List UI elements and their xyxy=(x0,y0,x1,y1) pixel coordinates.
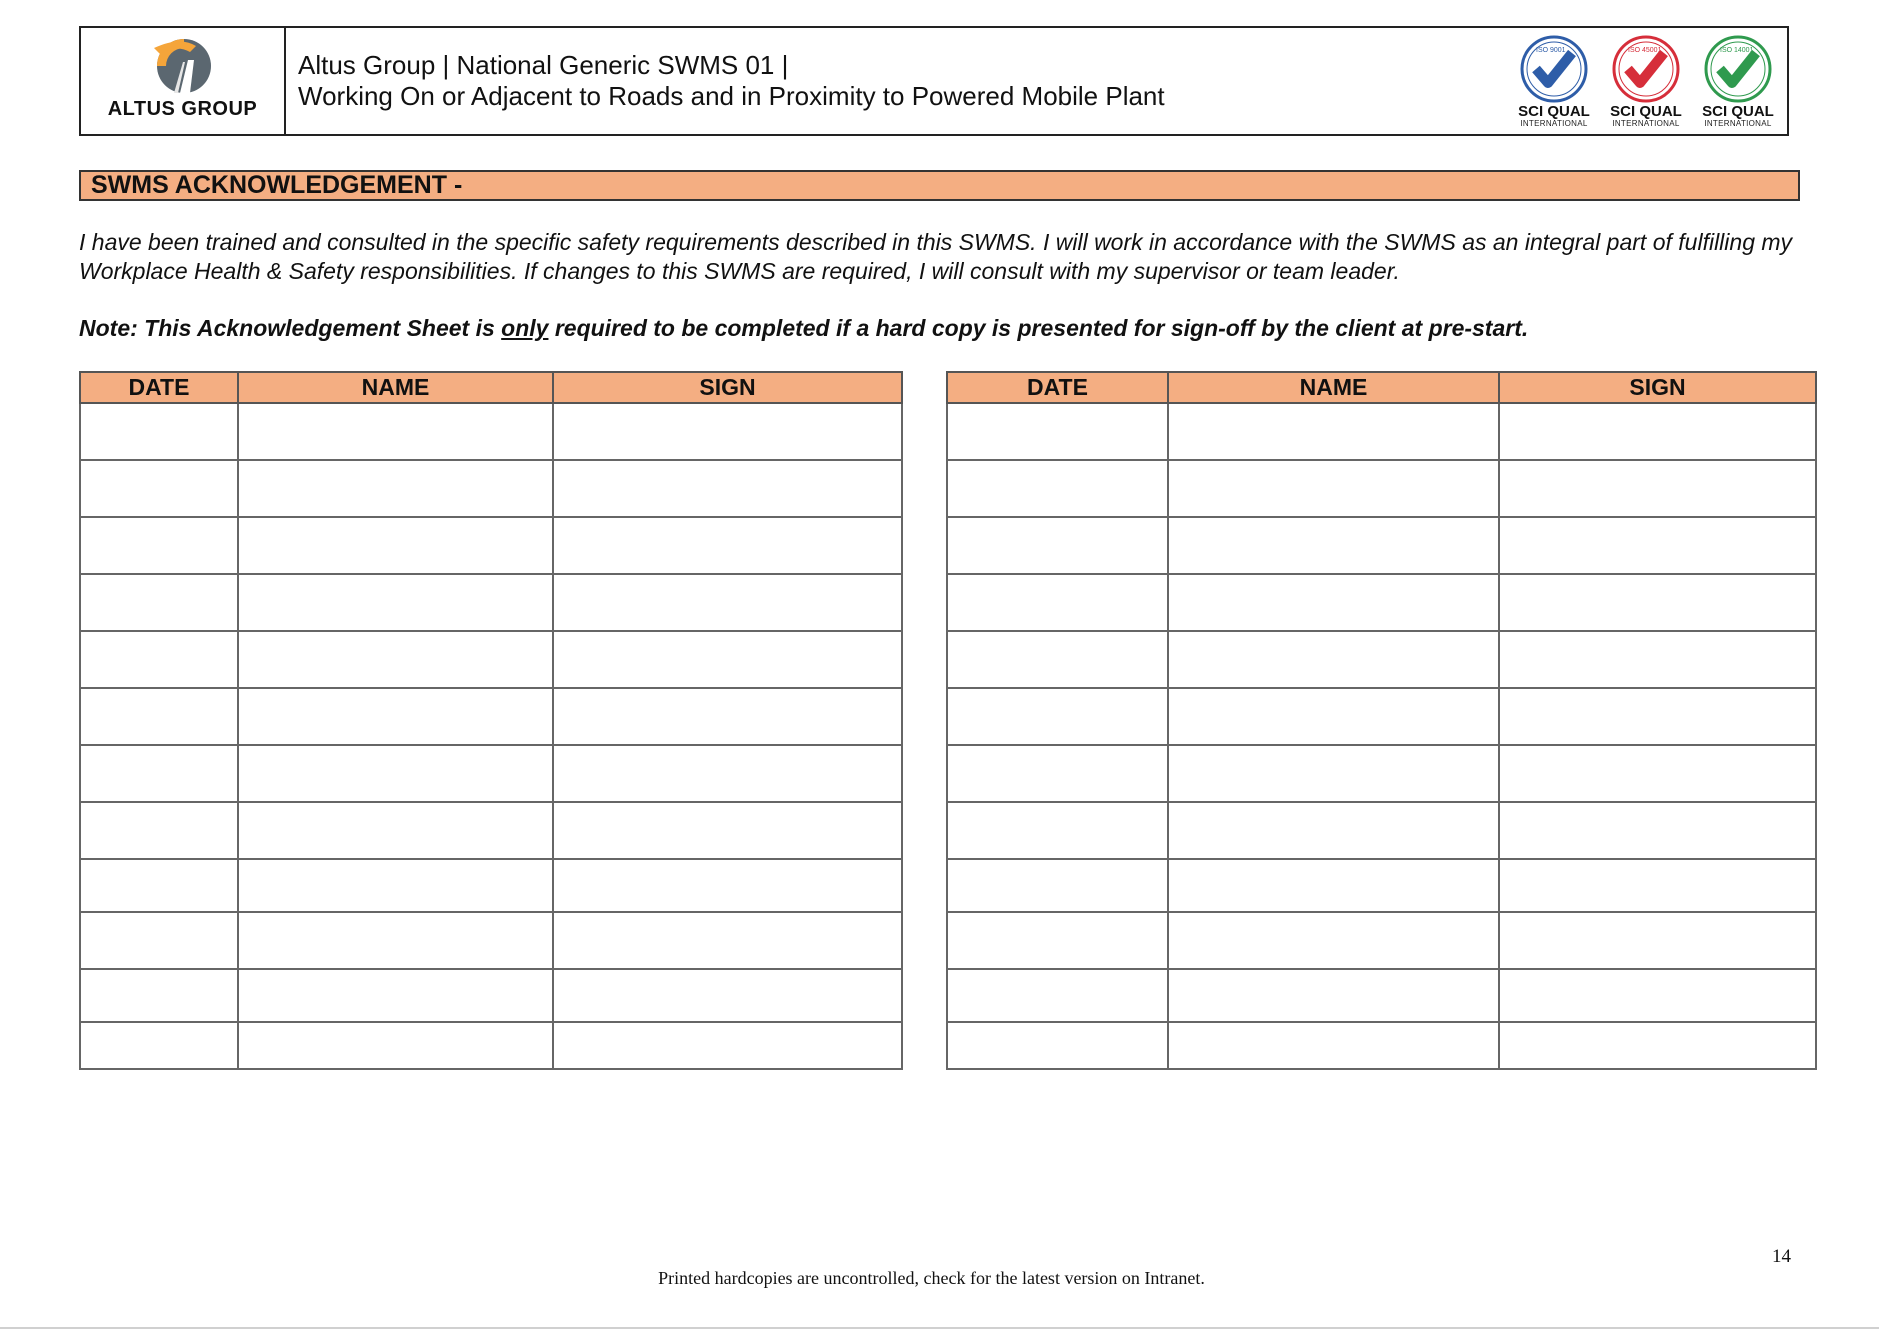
column-header-name: NAME xyxy=(1168,372,1499,403)
iso-14001-check-icon xyxy=(1696,35,1780,103)
name-cell[interactable] xyxy=(238,460,553,517)
sign-cell[interactable] xyxy=(553,745,902,802)
name-cell[interactable] xyxy=(1168,460,1499,517)
sign-cell[interactable] xyxy=(1499,912,1816,969)
table-body xyxy=(80,403,902,1069)
column-header-name: NAME xyxy=(238,372,553,403)
signature-row xyxy=(947,574,1816,631)
note-text xyxy=(79,314,1809,343)
signature-row xyxy=(947,460,1816,517)
svg-text:ISO 9001: ISO 9001 xyxy=(1536,46,1566,54)
note-before: Note: This Acknowledgement Sheet is xyxy=(79,315,502,341)
name-cell[interactable] xyxy=(238,574,553,631)
signature-row xyxy=(80,802,902,859)
name-cell[interactable] xyxy=(1168,517,1499,574)
signature-row xyxy=(80,912,902,969)
name-cell[interactable] xyxy=(1168,745,1499,802)
sign-cell[interactable] xyxy=(553,859,902,912)
sign-cell[interactable] xyxy=(1499,574,1816,631)
signature-row xyxy=(80,631,902,688)
acknowledgement-table-right xyxy=(946,371,1817,1070)
cert-sub: INTERNATIONAL xyxy=(1520,118,1588,128)
sign-cell[interactable] xyxy=(1499,517,1816,574)
date-cell[interactable] xyxy=(947,517,1168,574)
signature-row xyxy=(80,745,902,802)
date-cell[interactable] xyxy=(947,631,1168,688)
name-cell[interactable] xyxy=(238,802,553,859)
date-cell[interactable] xyxy=(947,460,1168,517)
date-cell[interactable] xyxy=(80,688,238,745)
date-cell[interactable] xyxy=(947,574,1168,631)
sign-cell[interactable] xyxy=(553,574,902,631)
sign-cell[interactable] xyxy=(1499,403,1816,460)
cert-badge-iso-9001 xyxy=(1511,35,1597,128)
signature-row xyxy=(947,1022,1816,1069)
date-cell[interactable] xyxy=(947,403,1168,460)
cert-badge-iso-45001 xyxy=(1603,35,1689,128)
signature-row xyxy=(80,517,902,574)
sign-cell[interactable] xyxy=(553,403,902,460)
date-cell[interactable] xyxy=(80,1022,238,1069)
sign-cell[interactable] xyxy=(1499,460,1816,517)
cert-badge-iso-14001 xyxy=(1695,35,1781,128)
signature-row xyxy=(80,460,902,517)
iso-9001-check-icon xyxy=(1512,35,1596,103)
sign-cell[interactable] xyxy=(1499,631,1816,688)
signature-row xyxy=(80,859,902,912)
sign-cell[interactable] xyxy=(553,631,902,688)
name-cell[interactable] xyxy=(1168,969,1499,1022)
sign-cell[interactable] xyxy=(1499,745,1816,802)
cert-sub: INTERNATIONAL xyxy=(1704,118,1772,128)
column-header-sign: SIGN xyxy=(1499,372,1816,403)
name-cell[interactable] xyxy=(1168,802,1499,859)
signature-row xyxy=(947,859,1816,912)
date-cell[interactable] xyxy=(80,912,238,969)
sign-cell[interactable] xyxy=(1499,802,1816,859)
table-header-row xyxy=(80,372,902,403)
name-cell[interactable] xyxy=(238,859,553,912)
name-cell[interactable] xyxy=(238,688,553,745)
name-cell[interactable] xyxy=(1168,631,1499,688)
title-line-2: Working On or Adjacent to Roads and in Proximity to Powered Mobile Plant xyxy=(298,81,1165,111)
signature-row xyxy=(947,403,1816,460)
column-header-sign: SIGN xyxy=(553,372,902,403)
date-cell[interactable] xyxy=(947,1022,1168,1069)
date-cell[interactable] xyxy=(80,631,238,688)
name-cell[interactable] xyxy=(1168,574,1499,631)
signature-row xyxy=(947,745,1816,802)
acknowledgement-statement: I have been trained and consulted in the specific safety requirements described in this SWMS. I will work in accordance with the SWMS as an integral part of fulfilling my Workplace Health & Safety responsibilities. If changes to this SWMS are required, I will consult with my supervisor or team leader. xyxy=(79,229,1793,284)
footer-disclaimer: Printed hardcopies are uncontrolled, check for the latest version on Intranet. xyxy=(658,1268,1205,1288)
title-line-1: Altus Group | National Generic SWMS 01 | xyxy=(298,50,789,80)
name-cell[interactable] xyxy=(1168,912,1499,969)
name-cell[interactable] xyxy=(1168,688,1499,745)
acknowledgement-table-left xyxy=(79,371,903,1070)
date-cell[interactable] xyxy=(947,688,1168,745)
sign-cell[interactable] xyxy=(553,969,902,1022)
page-number: 14 xyxy=(1772,1246,1791,1267)
name-cell[interactable] xyxy=(238,912,553,969)
note-emphasis: only xyxy=(501,315,549,341)
date-cell[interactable] xyxy=(80,745,238,802)
column-header-date: DATE xyxy=(80,372,238,403)
column-header-date: DATE xyxy=(947,372,1168,403)
name-cell[interactable] xyxy=(1168,1022,1499,1069)
altus-road-logo-icon xyxy=(150,38,216,96)
signature-row xyxy=(80,1022,902,1069)
sign-cell[interactable] xyxy=(1499,1022,1816,1069)
note-after: required to be completed if a hard copy is presented for sign-off by the client at pre-start. xyxy=(548,315,1529,341)
date-cell[interactable] xyxy=(80,517,238,574)
table-header-row xyxy=(947,372,1816,403)
sign-cell[interactable] xyxy=(553,1022,902,1069)
signature-row xyxy=(947,688,1816,745)
date-cell[interactable] xyxy=(80,574,238,631)
sign-cell[interactable] xyxy=(553,517,902,574)
iso-45001-check-icon xyxy=(1604,35,1688,103)
sign-cell[interactable] xyxy=(553,912,902,969)
name-cell[interactable] xyxy=(238,517,553,574)
altus-logo xyxy=(81,28,286,134)
signature-row xyxy=(947,517,1816,574)
sign-cell[interactable] xyxy=(553,688,902,745)
signature-row xyxy=(80,688,902,745)
table-body xyxy=(947,403,1816,1069)
sign-cell[interactable] xyxy=(553,460,902,517)
signature-row xyxy=(947,912,1816,969)
signature-row xyxy=(80,574,902,631)
name-cell[interactable] xyxy=(238,969,553,1022)
name-cell[interactable] xyxy=(1168,859,1499,912)
signature-row xyxy=(947,969,1816,1022)
cert-name: SCI QUAL xyxy=(1702,102,1774,120)
date-cell[interactable] xyxy=(80,403,238,460)
date-cell[interactable] xyxy=(80,859,238,912)
signature-row xyxy=(947,631,1816,688)
signature-row xyxy=(947,802,1816,859)
date-cell[interactable] xyxy=(947,802,1168,859)
sign-cell[interactable] xyxy=(553,802,902,859)
sign-cell[interactable] xyxy=(1499,688,1816,745)
cert-name: SCI QUAL xyxy=(1610,102,1682,120)
svg-text:ISO 45001: ISO 45001 xyxy=(1628,46,1662,54)
sign-cell[interactable] xyxy=(1499,859,1816,912)
name-cell[interactable] xyxy=(1168,403,1499,460)
section-title: SWMS ACKNOWLEDGEMENT - xyxy=(79,170,1800,201)
svg-text:ISO 14001: ISO 14001 xyxy=(1720,46,1754,54)
document-header xyxy=(79,26,1789,136)
sign-cell[interactable] xyxy=(1499,969,1816,1022)
cert-name: SCI QUAL xyxy=(1518,102,1590,120)
date-cell[interactable] xyxy=(947,745,1168,802)
signature-row xyxy=(80,403,902,460)
name-cell[interactable] xyxy=(238,745,553,802)
date-cell[interactable] xyxy=(947,859,1168,912)
date-cell[interactable] xyxy=(947,969,1168,1022)
date-cell[interactable] xyxy=(80,969,238,1022)
date-cell[interactable] xyxy=(80,460,238,517)
certification-badges xyxy=(1481,28,1787,134)
document-title xyxy=(286,28,1481,134)
date-cell[interactable] xyxy=(947,912,1168,969)
date-cell[interactable] xyxy=(80,802,238,859)
cert-sub: INTERNATIONAL xyxy=(1612,118,1680,128)
name-cell[interactable] xyxy=(238,631,553,688)
logo-wordmark: ALTUS GROUP xyxy=(107,98,258,120)
signature-row xyxy=(80,969,902,1022)
name-cell[interactable] xyxy=(238,403,553,460)
name-cell[interactable] xyxy=(238,1022,553,1069)
